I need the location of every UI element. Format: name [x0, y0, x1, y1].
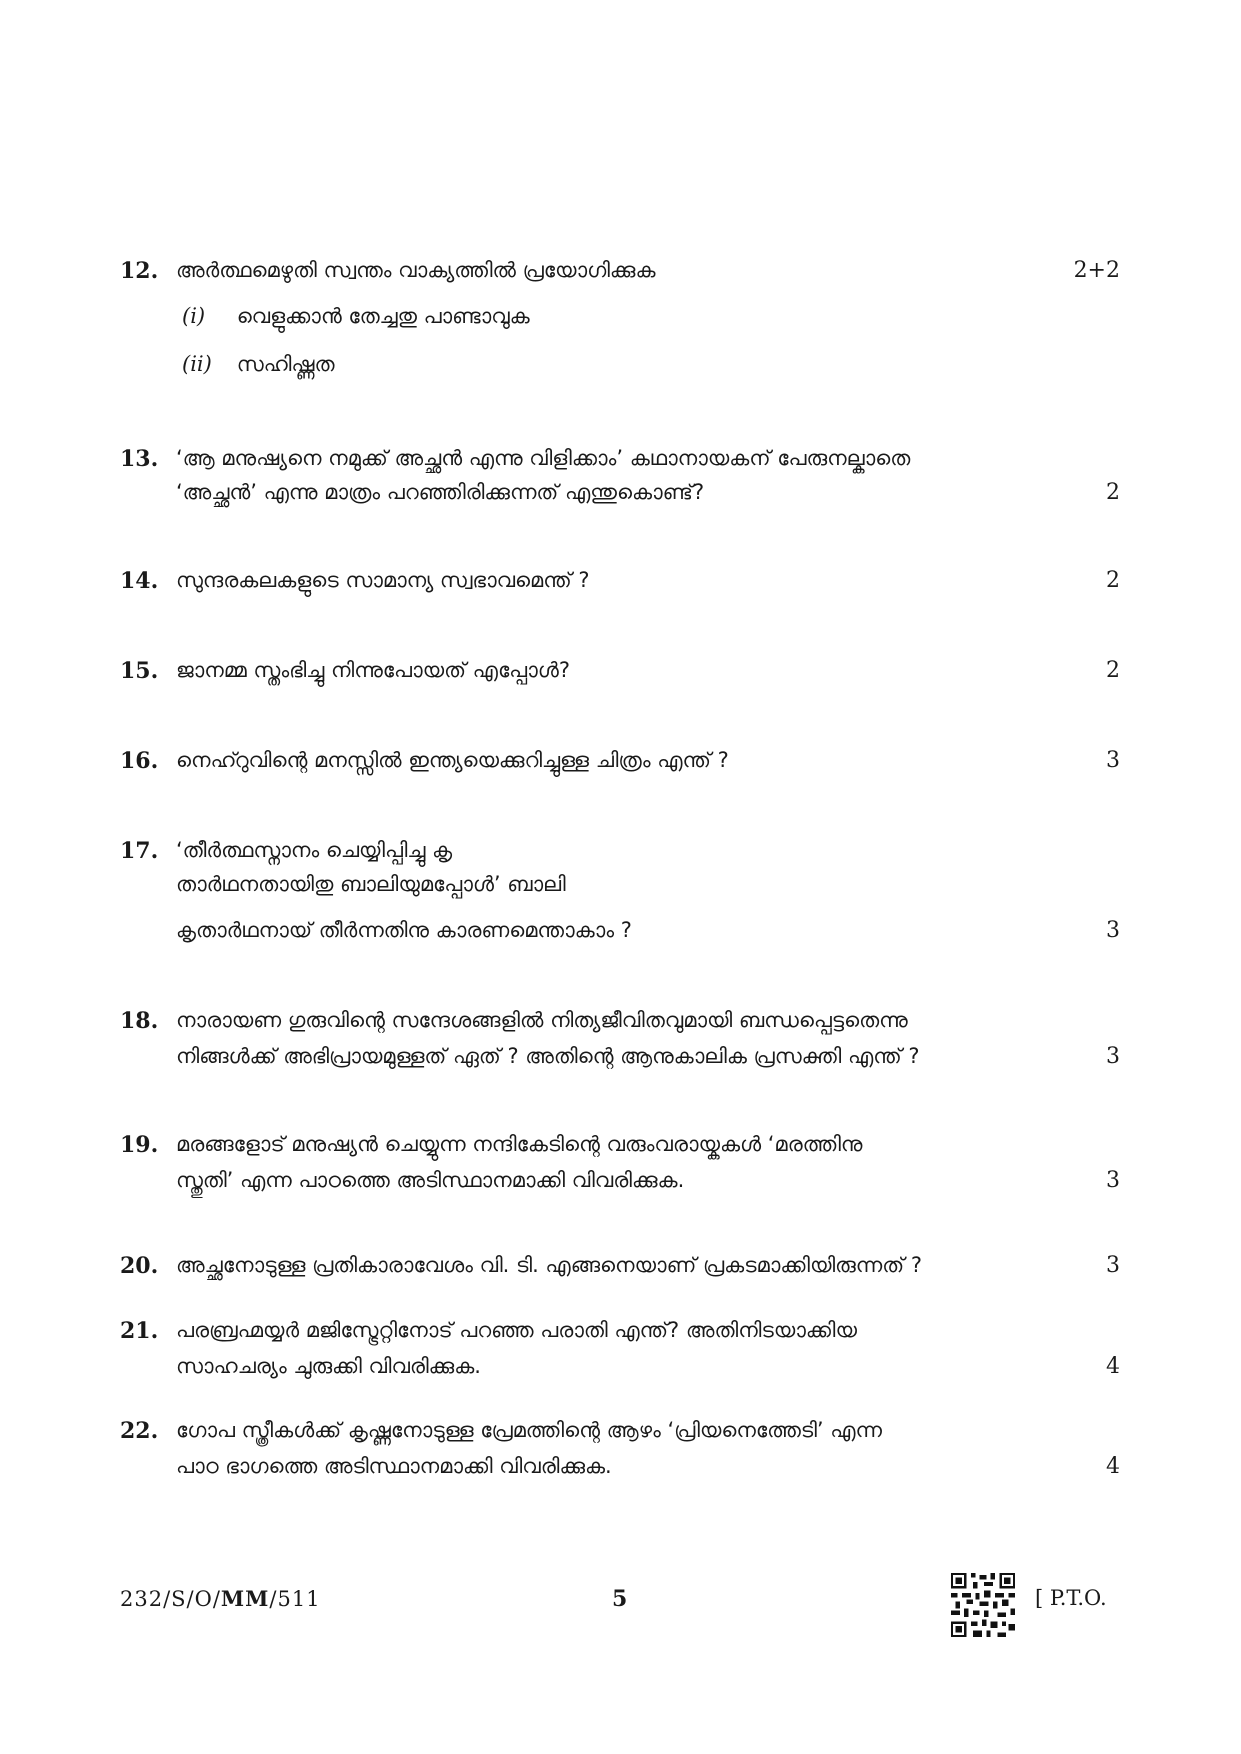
question-marks: 3	[1106, 1044, 1120, 1069]
question-text: താർഥനതായിതു ബാലിയുമപ്പോൾ’ ബാലി	[176, 872, 566, 896]
question-text: സ്തുതി’ എന്ന പാഠത്തെ അടിസ്ഥാനമാക്കി വിവരിക്കുക.	[176, 1168, 685, 1192]
sub-roman: (ii)	[182, 352, 212, 376]
qr-code-icon	[951, 1573, 1015, 1637]
question-number: 17.	[120, 838, 159, 864]
question-marks: 3	[1106, 1168, 1120, 1193]
question-text: ‘ആ മനുഷ്യനെ നമുക്ക് അച്ഛൻ എന്നു വിളിക്കാം’ കഥാനായകന് പേരുനല്കാതെ	[176, 446, 911, 470]
sub-question	[182, 304, 530, 329]
question-number: 22.	[120, 1418, 159, 1444]
question-text: പരബ്രഹ്മയ്യർ മജിസ്ട്രേറ്റിനോട് പറഞ്ഞ പരാതി എന്ത്? അതിനിടയാക്കിയ	[176, 1318, 857, 1342]
question-number: 14.	[120, 568, 159, 594]
question-number: 18.	[120, 1008, 159, 1034]
sub-text: വെളുക്കാൻ തേച്ചതു പാണ്ടാവുക	[236, 304, 530, 328]
question-marks: 2	[1106, 568, 1120, 593]
question-text: ‘അച്ഛൻ’ എന്നു മാത്രം പറഞ്ഞിരിക്കുന്നത് എന്തുകൊണ്ട്?	[176, 480, 705, 504]
question-marks: 3	[1106, 918, 1120, 943]
paper-code	[120, 1586, 321, 1611]
question-text: ജാനമ്മ സ്തംഭിച്ചു നിന്നുപോയത് എപ്പോൾ?	[176, 658, 570, 682]
question-text: ഗോപ സ്ത്രീകൾക്ക് കൃഷ്ണനോടുള്ള പ്രേമത്തിന്റെ ആഴം ‘പ്രിയനെത്തേടി’ എന്ന	[176, 1418, 882, 1442]
question-marks: 2	[1106, 658, 1120, 683]
question-text: സുന്ദരകലകളുടെ സാമാന്യ സ്വഭാവമെന്ത് ?	[176, 568, 590, 592]
question-text: അച്ഛനോടുള്ള പ്രതികാരാവേശം വി. ടി. എങ്ങനെയാണ് പ്രകടമാക്കിയിരുന്നത് ?	[176, 1253, 923, 1277]
question-number: 20.	[120, 1253, 159, 1279]
question-text: മരങ്ങളോട് മനുഷ്യൻ ചെയ്യുന്ന നന്ദികേടിന്റെ വരുംവരായ്കകൾ ‘മരത്തിനു	[176, 1132, 863, 1156]
question-text: നെഹ്റുവിന്റെ മനസ്സിൽ ഇന്ത്യയെക്കുറിച്ചുള്ള ചിത്രം എന്ത് ?	[176, 748, 729, 772]
paper-code-prefix: 232/S/O/	[120, 1587, 221, 1611]
question-number: 15.	[120, 658, 159, 684]
sub-roman: (i)	[182, 304, 206, 328]
question-marks: 4	[1106, 1354, 1120, 1379]
question-text: പാഠ ഭാഗത്തെ അടിസ്ഥാനമാക്കി വിവരിക്കുക.	[176, 1454, 612, 1478]
question-text: സാഹചര്യം ചുരുക്കി വിവരിക്കുക.	[176, 1354, 481, 1378]
question-marks: 2+2	[1073, 258, 1120, 283]
question-text: നാരായണ ഗുരുവിന്റെ സന്ദേശങ്ങളിൽ നിത്യജീവിതവുമായി ബന്ധപ്പെട്ടതെന്നു	[176, 1008, 908, 1032]
question-marks: 2	[1106, 480, 1120, 505]
question-number: 13.	[120, 446, 159, 472]
question-marks: 3	[1106, 1253, 1120, 1278]
page-number: 5	[612, 1586, 628, 1612]
question-number: 21.	[120, 1318, 159, 1344]
paper-code-suffix: /511	[269, 1587, 321, 1611]
sub-question	[182, 352, 335, 377]
question-number: 12.	[120, 258, 159, 284]
please-turn-over: [ P.T.O.	[1035, 1586, 1107, 1610]
sub-text: സഹിഷ്ണത	[236, 352, 335, 376]
question-text: ‘തീർത്ഥസ്നാനം ചെയ്യിപ്പിച്ചു കൃ	[176, 838, 453, 862]
question-marks: 3	[1106, 748, 1120, 773]
question-marks: 4	[1106, 1454, 1120, 1479]
question-number: 16.	[120, 748, 159, 774]
paper-code-bold: MM	[220, 1586, 270, 1611]
question-text: അർത്ഥമെഴുതി സ്വന്തം വാക്യത്തിൽ പ്രയോഗിക്കുക	[176, 258, 656, 282]
question-text: കൃതാർഥനായ് തീർന്നതിനു കാരണമെന്താകാം ?	[176, 918, 632, 942]
question-text: നിങ്ങൾക്ക് അഭിപ്രായമുള്ളത് ഏത് ? അതിന്റെ ആനുകാലിക പ്രസക്തി എന്ത് ?	[176, 1044, 920, 1068]
question-number: 19.	[120, 1132, 159, 1158]
